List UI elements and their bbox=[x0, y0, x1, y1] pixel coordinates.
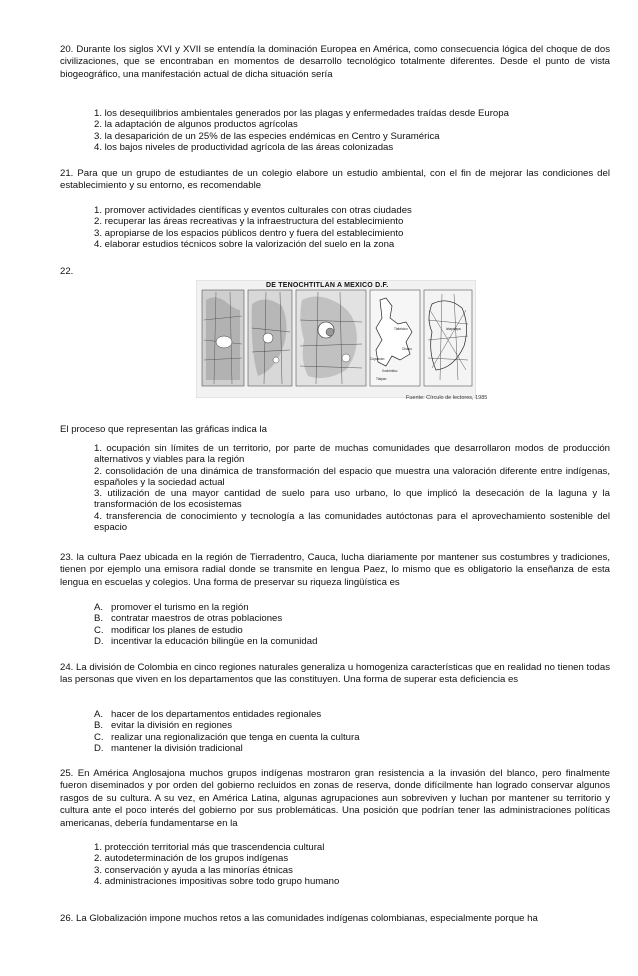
question-22-options bbox=[94, 443, 610, 533]
question-23-text: 23. la cultura Paez ubicada en la región de Tierradentro, Cauca, lucha diariamente por mantener sus costumbres y tradiciones, tienen por ejemplo una emisora radial donde se transmite en lengua Paez, lo mismo que es obligatorio la enseñanza de esta lengua en escuelas y colegios. Una forma de preservar su riqueza lingüística es bbox=[60, 552, 610, 588]
question-23-option-d: D. incentivar la educación bilingüe en la comunidad bbox=[94, 635, 318, 647]
question-21-option-1: 1. promover actividades científicas y eventos culturales con otras ciudades bbox=[94, 205, 412, 216]
map-panel-3 bbox=[296, 290, 366, 386]
question-22-number: 22. bbox=[60, 266, 74, 277]
question-21-option-3: 3. apropiarse de los espacios públicos dentro y fuera del establecimiento bbox=[94, 227, 404, 239]
map-label-tlatelolco: Tlatelolco bbox=[394, 327, 408, 331]
question-25-option-2: 2. autodeterminación de los grupos indígenas bbox=[94, 853, 289, 865]
question-22-option-1: 1. ocupación sin límites de un territorio, por parte de muchas comunidades que desarrollaron modos de producción alternativos y viables para la región bbox=[94, 443, 610, 466]
question-25-options bbox=[94, 842, 610, 887]
figure-title: DE TENOCHTITLAN A MEXICO D.F. bbox=[266, 282, 389, 289]
question-24-option-a: A. hacer de los departamentos entidades regionales bbox=[94, 709, 322, 720]
question-25-text: 25. En América Anglosajona muchos grupos indígenas mostraron gran resistencia a la invasión del blanco, pero finalmente fueron diseminados y por orden del gobierno recluidos en zonas de reserva, donde difícilmente han logrado conservar algunos rasgos de su cultura. A su vez, en América Latina, algunas agrupaciones aun sobreviven y luchan por mantener su territorio y cultura ante el poco interés del gobierno por sus problemáticas. Una posición que podrían tener las administraciones políticas americanas, debería fundamentarse en la bbox=[60, 768, 610, 829]
question-24-option-b: B. evitar la división en regiones bbox=[94, 720, 233, 732]
question-20-option-3: 3. la desaparición de un 25% de las especies endémicas en Centro y Suramérica bbox=[94, 130, 440, 142]
question-20-option-2: 2. la adaptación de algunos productos agrícolas bbox=[94, 119, 298, 131]
map-panel-2 bbox=[248, 290, 292, 386]
question-23-option-b: B. contratar maestros de otras poblaciones bbox=[94, 613, 283, 625]
question-23-option-c: C. modificar los planes de estudio bbox=[94, 624, 243, 636]
figure-source: Fuente: Círculo de lectores, 1985 bbox=[406, 395, 488, 401]
question-24-option-c: C. realizar una regionalización que tenga en cuenta la cultura bbox=[94, 731, 360, 743]
question-22-option-3: 3. utilización de una mayor cantidad de suelo para uso urbano, lo que implicó la desecación de la laguna y la transformación de los ecosistemas bbox=[94, 488, 610, 511]
question-21-options bbox=[94, 205, 610, 250]
question-21-option-2: 2. recuperar las áreas recreativas y la infraestructura del establecimiento bbox=[94, 216, 404, 228]
question-26-text: 26. La Globalización impone muchos retos a las comunidades indígenas colombianas, especialmente porque ha bbox=[60, 913, 538, 924]
question-25-option-3: 3. conservación y ayuda a las minorías étnicas bbox=[94, 864, 293, 876]
question-25-option-4: 4. administraciones impositivas sobre todo grupo humano bbox=[94, 875, 340, 887]
question-20-option-4: 4. los bajos niveles de productividad agrícola de las áreas colonizadas bbox=[94, 141, 394, 153]
question-20-text: 20. Durante los siglos XVI y XVII se entendía la dominación Europea en América, como consecuencia lógica del choque de dos civilizaciones, que se encontraban en momentos de desarrollo tecnológico totalmente diferentes. Desde el punto de vista biogeográfico, una manifestación actual de dicha situación sería bbox=[60, 44, 610, 80]
map-panel-5 bbox=[424, 290, 472, 386]
tenochtitlan-maps-figure bbox=[196, 280, 476, 398]
question-20-options bbox=[94, 108, 610, 153]
question-20-option-1: 1. los desequilibrios ambientales generados por las plagas y enfermedades traídas desde Europa bbox=[94, 108, 509, 119]
map-label-iztapalapa: Iztapalapa bbox=[446, 327, 461, 331]
question-24-text: 24. La división de Colombia en cinco regiones naturales generaliza u homogeniza características que en realidad no tienen todas las personas que viven en los departamentos que las constituyen. Una forma de superar esta deficiencia es bbox=[60, 662, 610, 686]
map-panel-4 bbox=[370, 290, 420, 386]
question-23-option-a: A. promover el turismo en la región bbox=[94, 602, 249, 613]
question-24-option-d: D. mantener la división tradicional bbox=[94, 742, 243, 754]
map-label-xochimilco: Xochimilco bbox=[382, 369, 398, 373]
question-23-options bbox=[94, 602, 610, 647]
map-label-coyoacan: Coyoacán bbox=[370, 357, 385, 361]
question-21-text: 21. Para que un grupo de estudiantes de un colegio elabore un estudio ambiental, con el fin de mejorar las condiciones del establecimiento y su entorno, es recomendable bbox=[60, 168, 610, 192]
map-label-chalco: Chalco bbox=[402, 347, 412, 351]
question-24-options bbox=[94, 709, 610, 754]
question-22-option-2: 2. consolidación de una dinámica de transformación del espacio que muestra una valoración diferente entre indígenas, españoles y la sociedad actual bbox=[94, 465, 610, 488]
question-22-option-4: 4. transferencia de conocimiento y tecnología a las comunidades autóctonas para el aprovechamiento sostenible del espacio bbox=[94, 510, 610, 534]
question-25-option-1: 1. protección territorial más que trascendencia cultural bbox=[94, 842, 325, 853]
question-21-option-4: 4. elaborar estudios técnicos sobre la valorización del suelo en la zona bbox=[94, 238, 395, 250]
map-panel-1 bbox=[202, 290, 244, 386]
map-label-tlalpan: Tlalpan bbox=[376, 377, 387, 381]
question-22-text: El proceso que representan las gráficas indica la bbox=[60, 424, 267, 435]
